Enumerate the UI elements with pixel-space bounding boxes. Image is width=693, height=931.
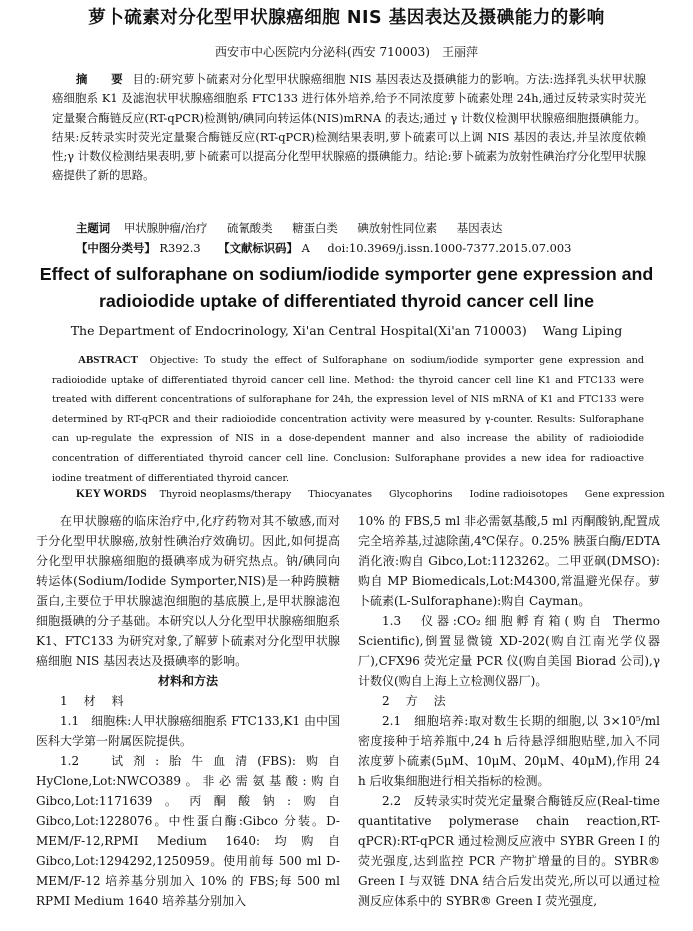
keyword-item: 甲状腺肿瘤/治疗 bbox=[123, 221, 208, 235]
keyword-item: Glycophorins bbox=[389, 489, 453, 500]
abstract-english bbox=[52, 351, 644, 488]
doc-label: 【文献标识码】 bbox=[218, 241, 298, 255]
keyword-item: 碘放射性同位素 bbox=[357, 221, 438, 235]
author-name-english: Wang Liping bbox=[542, 323, 623, 338]
title-chinese: 萝卜硫素对分化型甲状腺癌细胞 NIS 基因表达及摄碘能力的影响 bbox=[88, 8, 605, 28]
keywords-label-chinese: 主题词 bbox=[76, 221, 111, 235]
abstract-text-english: Objective: To study the effect of Sulforaphane on sodium/iodide symporter gene expression and radioiodide uptake of differentiated thyroid cancer cell line. Method: the thyroid cancer cell line K1 and FTC133 were treated with different concentrations of sulforaphane for 24h, the expression level of NIS mRNA of K1 and FTC133 were determined by RT-qPCR and their radioiodide concentration activity were measured by γ-counter. Results: Sulforaphane can up-regulate the expression of NIS in a dose-dependent manner and also increase the ability of radioiodide concentration of differentiated thyroid cancer cell line. Conclusion: Sulforaphane provides a new idea for radioactive iodine treatment of differentiated thyroid cancer. bbox=[52, 355, 644, 484]
author-english bbox=[0, 323, 693, 338]
author-chinese: 西安市中心医院内分泌科(西安 710003) 王丽萍 bbox=[215, 45, 478, 59]
paragraph-1-1: 1.1 细胞株:人甲状腺癌细胞系 FTC133,K1 由中国医科大学第一附属医院提供。 bbox=[36, 714, 340, 748]
keywords-chinese bbox=[76, 220, 518, 236]
paragraph-2-2: 2.2 反转录实时荧光定量聚合酶链反应(Real-time quantitative polymerase chain reaction,RT-qPCR):RT-qPCR 通过检测反应液中 SYBR Green I 的荧光强度,达到监控 PCR 产物扩增量的目的。SYBR® Green I 与双链 DNA 结合后发出荧光,所以可以通过检测反应体系中的 SYBR® Green I 荧光强度, bbox=[358, 794, 660, 908]
keyword-item: Iodine radioisotopes bbox=[469, 489, 568, 500]
keyword-item: Gene expression bbox=[584, 489, 665, 500]
keyword-item: Thyroid neoplasms/therapy bbox=[159, 489, 292, 500]
keyword-item: 基因表达 bbox=[456, 221, 503, 235]
subsection-heading: 2 方 法 bbox=[382, 694, 448, 708]
classification-line bbox=[76, 240, 571, 256]
doc-value: A bbox=[301, 241, 310, 255]
body-column-right bbox=[358, 511, 660, 911]
section-heading: 材料和方法 bbox=[157, 674, 218, 688]
abstract-label-chinese: 摘 要 bbox=[76, 72, 129, 86]
intro-paragraph: 在甲状腺癌的临床治疗中,化疗药物对其不敏感,而对于分化型甲状腺癌,放射性碘治疗效确切。因此,如何提高分化型甲状腺癌细胞的摄碘率成为研究热点。钠/碘同向转运体(Sodium/Iodide Symporter,NIS)是一种跨膜糖蛋白,主要位于甲状腺滤泡细胞的基底膜上,是甲状腺滤泡细胞摄碘的分子基础。本研究以人分化型甲状腺癌细胞系 K1、FTC133 为研究对象,了解萝卜硫素对分化型甲状腺癌细胞 NIS 基因表达及摄碘率的影响。 bbox=[36, 514, 340, 668]
abstract-chinese bbox=[52, 70, 646, 186]
keyword-item: 硫氰酸类 bbox=[227, 221, 273, 235]
subsection-heading: 1 材 料 bbox=[60, 694, 126, 708]
body-column-left bbox=[36, 511, 340, 911]
keywords-label-english: KEY WORDS bbox=[76, 488, 147, 500]
doi-text: doi:10.3969/j.issn.1000-7377.2015.07.003 bbox=[327, 241, 572, 255]
paragraph-1-2-continued: 10% 的 FBS,5 ml 非必需氨基酸,5 ml 丙酮酸钠,配置成完全培养基,过滤除菌,4℃保存。0.25% 胰蛋白酶/EDTA 消化液:购自 Gibco,Lot:1123262。二甲亚砜(DMSO):购自 MP Biomedicals,Lot:M4300,常温避光保存。萝卜硫素(L-Sulforaphane):购自 Cayman。 bbox=[358, 514, 660, 608]
abstract-text-chinese: 目的:研究萝卜硫素对分化型甲状腺癌细胞 NIS 基因表达及摄碘能力的影响。方法:选择乳头状甲状腺癌细胞系 K1 及滤泡状甲状腺癌细胞系 FTC133 进行体外培养,给予不同浓度萝卜硫素处理 24h,通过反转录实时荧光定量聚合酶链反应(RT-qPCR)检测钠/碘同向转运体(NIS)mRNA 的表达;通过 γ 计数仪检测甲状腺癌细胞摄碘能力。结果:反转录实时荧光定量聚合酶链反应(RT-qPCR)检测结果表明,萝卜硫素可以上调 NIS 基因的表达,并呈浓度依赖性;γ 计数仪检测结果表明,萝卜硫素可以提高分化型甲状腺癌的摄碘能力。结论:萝卜硫素为放射性碘治疗分化型甲状腺癌提供了新的思路。 bbox=[52, 72, 646, 183]
paragraph-1-3: 1.3 仪器:CO₂细胞孵育箱(购自 Thermo Scientific),倒置显微镜 XD-202(购自江南光学仪器厂),CFX96 荧光定量 PCR 仪(购自美国 Biorad 公司),γ 计数仪(购自上海上立检测仪器厂)。 bbox=[358, 614, 660, 688]
paragraph-1-2: 1.2 试剂:胎牛血清(FBS):购自 HyClone,Lot:NWCO389。非必需氨基酸:购自 Gibco,Lot:1171639。丙酮酸钠:购自 Gibco,Lot:1228076。中性蛋白酶:Gibco 分装。D-MEM/F-12,RPMI Medium 1640:均购自 Gibco,Lot:1294292,1250959。使用前每 500 ml D-MEM/F-12 培养基分别加入 10% 的 FBS;每 500 ml RPMI Medium 1640 培养基分别加入 bbox=[36, 754, 340, 908]
keywords-english bbox=[76, 488, 679, 500]
clc-value: R392.3 bbox=[159, 241, 201, 255]
abstract-label-english: ABSTRACT bbox=[78, 354, 138, 366]
title-english: Effect of sulforaphane on sodium/iodide symporter gene expression and radioiodide uptake of differentiated thyroid cancer cell line bbox=[39, 264, 654, 311]
clc-label: 【中图分类号】 bbox=[76, 241, 156, 255]
keyword-item: 糖蛋白类 bbox=[292, 221, 338, 235]
paragraph-2-1: 2.1 细胞培养:取对数生长期的细胞,以 3×10⁵/ml 密度接种于培养瓶中,24 h 后待悬浮细胞贴壁,加入不同浓度萝卜硫素(5μM、10μM、20μM、40μM),作用 24 h 后收集细胞进行相关指标的检测。 bbox=[358, 714, 660, 788]
affiliation-english: The Department of Endocrinology, Xi'an Central Hospital(Xi'an 710003) bbox=[70, 323, 527, 338]
keyword-item: Thiocyanates bbox=[308, 489, 372, 500]
